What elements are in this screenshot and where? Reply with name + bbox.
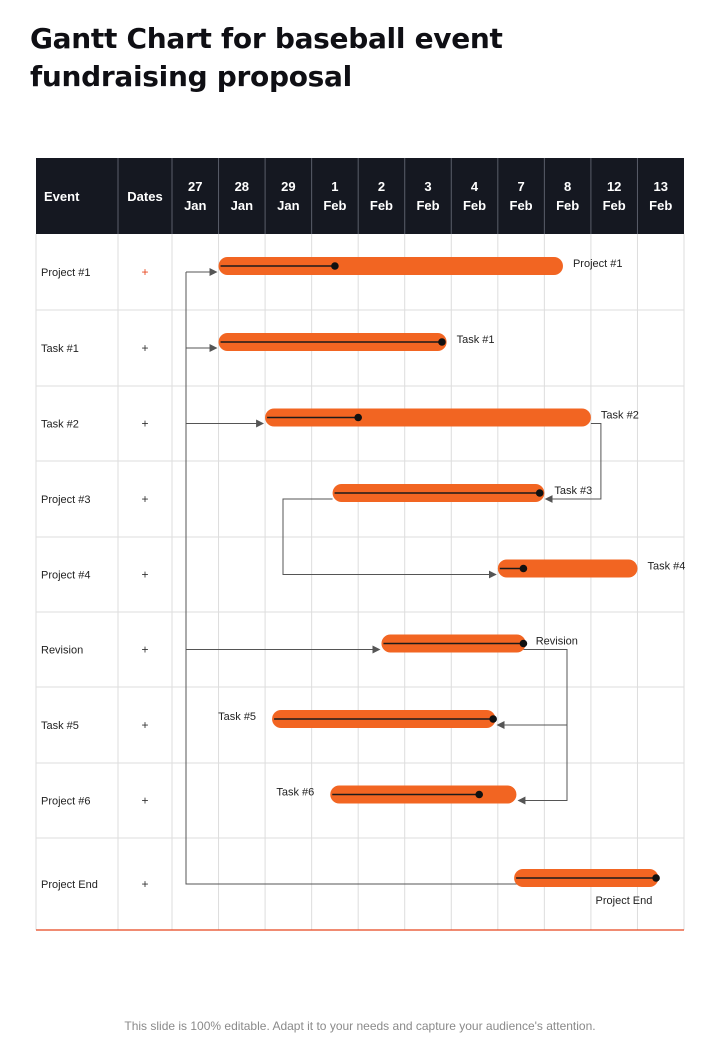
gantt-progress-dot <box>438 338 446 346</box>
row-event-label: Task #5 <box>41 720 79 732</box>
gantt-bar-label: Task #2 <box>600 409 639 422</box>
gantt-progress-dot <box>652 874 660 882</box>
row-dates-plus: + <box>141 877 149 891</box>
header-date-day-6: 4 <box>470 179 479 194</box>
header-date-month-5: Feb <box>416 198 440 213</box>
page-title: Gantt Chart for baseball event fundraising proposal <box>30 22 503 93</box>
gantt-bar-label: Task #5 <box>218 711 257 723</box>
row-dates-plus: + <box>141 416 149 431</box>
row-dates-plus: + <box>141 718 149 732</box>
gantt-progress-dot <box>536 489 544 497</box>
row-event-label: Project #3 <box>41 494 91 506</box>
gantt-progress-dot <box>489 715 497 723</box>
gantt-progress-dot <box>331 262 339 270</box>
header-date-day-3: 1 <box>331 179 339 194</box>
gantt-progress-dot <box>520 565 528 573</box>
header-dates: Dates <box>127 189 163 204</box>
row-event-label: Revision <box>41 644 84 657</box>
gantt-bar-label: Project End <box>595 895 653 907</box>
header-date-month-1: Jan <box>230 198 254 213</box>
header-date-day-5: 3 <box>424 179 432 194</box>
gantt-progress-dot <box>354 414 362 422</box>
header-date-day-9: 12 <box>606 179 622 194</box>
row-dates-plus: + <box>141 492 149 506</box>
row-event-label: Task #2 <box>41 418 79 431</box>
header-layer <box>36 158 684 234</box>
header-date-month-0: Jan <box>184 198 207 213</box>
row-dates-plus: + <box>141 642 149 657</box>
gantt-bar-label: Revision <box>535 635 578 648</box>
gantt-bar-label: Task #3 <box>554 485 593 497</box>
header-date-month-3: Feb <box>323 198 347 213</box>
header-date-day-4: 2 <box>377 179 386 194</box>
header-date-day-8: 8 <box>564 179 572 194</box>
row-event-label: Project #4 <box>41 569 91 582</box>
header-date-month-9: Feb <box>602 198 626 213</box>
header-date-month-2: Jan <box>277 198 300 213</box>
row-event-label: Project #6 <box>41 795 91 808</box>
gantt-bar-label: Task #4 <box>647 560 686 573</box>
footer-note: This slide is 100% editable. Adapt it to your needs and capture your audience's attention. <box>124 1019 596 1033</box>
gantt-bar-label: Project #1 <box>572 258 623 270</box>
header-date-month-6: Feb <box>462 198 487 213</box>
header-date-month-4: Feb <box>369 198 394 213</box>
row-dates-plus: + <box>141 341 149 355</box>
header-date-month-10: Feb <box>649 198 673 213</box>
row-dates-plus: + <box>141 793 149 808</box>
row-dates-plus: + <box>141 265 149 279</box>
header-event: Event <box>44 189 80 204</box>
header-date-day-7: 7 <box>517 179 525 194</box>
header-date-day-2: 29 <box>281 179 296 194</box>
row-event-label: Project End <box>41 879 98 891</box>
header-date-day-10: 13 <box>653 179 668 194</box>
gantt-bar-label: Task #6 <box>276 786 315 799</box>
header-date-month-8: Feb <box>556 198 580 213</box>
row-event-label: Project #1 <box>41 267 91 279</box>
row-dates-plus: + <box>141 567 149 582</box>
gantt-bar-label: Task #1 <box>456 334 495 346</box>
header-date-day-1: 28 <box>234 179 250 194</box>
gantt-progress-dot <box>475 791 483 799</box>
gantt-progress-dot <box>520 640 528 648</box>
header-date-month-7: Feb <box>509 198 533 213</box>
header-date-day-0: 27 <box>188 179 203 194</box>
rows-layer <box>41 265 149 891</box>
row-event-label: Task #1 <box>41 343 79 355</box>
